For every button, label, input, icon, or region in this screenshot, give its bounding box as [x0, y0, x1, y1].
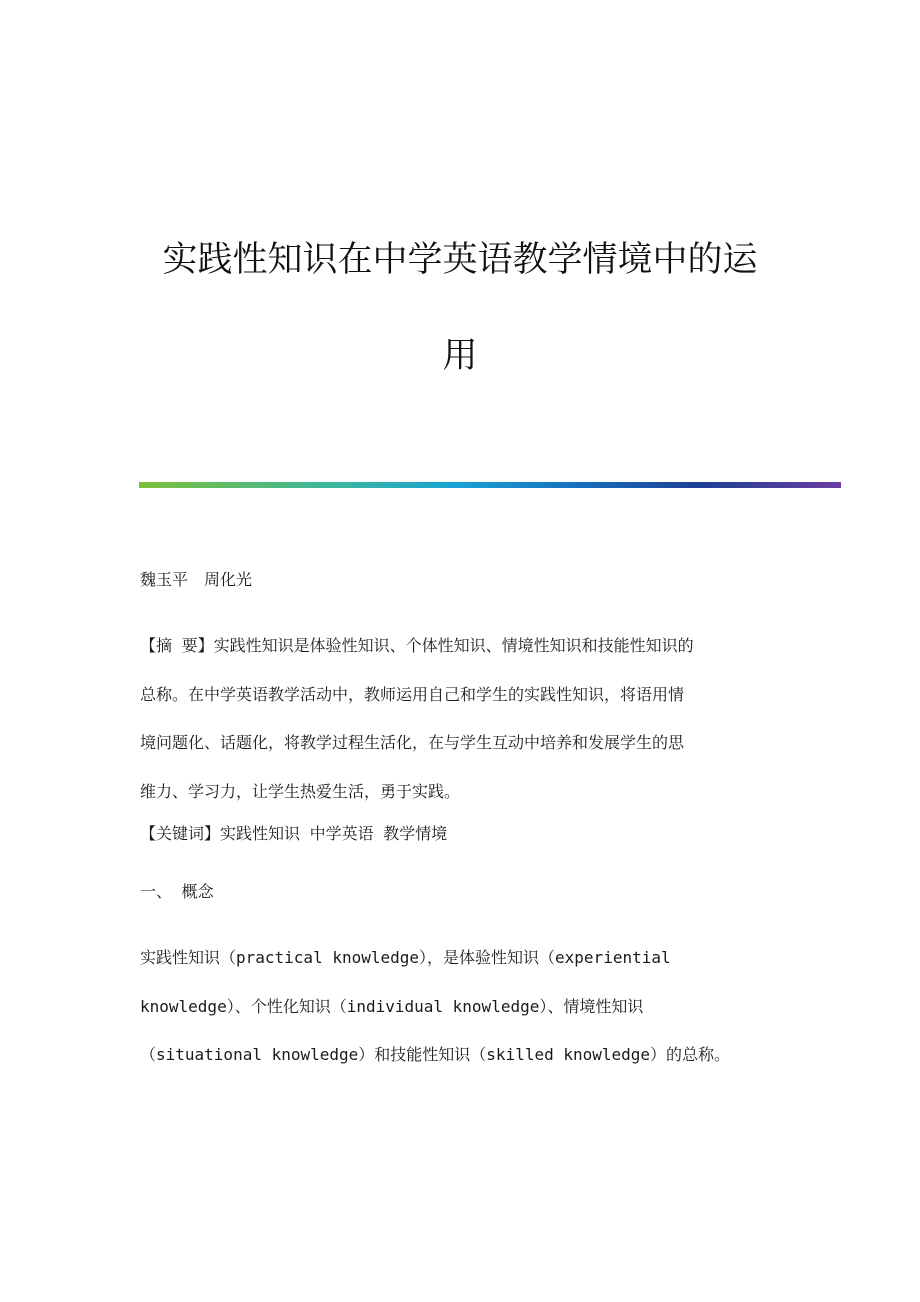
- title-line-1: 实践性知识在中学英语教学情境中的运: [162, 240, 758, 280]
- section-paragraph: [140, 934, 790, 1080]
- title-divider: [139, 482, 841, 488]
- abstract-line: 总称。在中学英语教学活动中，教师运用自己和学生的实践性知识，将语用情: [140, 684, 685, 704]
- paragraph-line: （situational knowledge）和技能性知识（skilled knowledge）的总称。: [140, 1045, 731, 1064]
- section-heading: 一、 概念: [140, 882, 214, 901]
- abstract-line: 境问题化、话题化，将教学过程生活化，在与学生互动中培养和发展学生的思: [140, 733, 685, 752]
- abstract-line: 维力、学习力，让学生热爱生活，勇于实践。: [140, 781, 461, 801]
- document-title: [130, 212, 790, 404]
- authors: 魏玉平 周化光: [140, 570, 253, 589]
- keywords: 【关键词】实践性知识 中学英语 教学情境: [140, 824, 448, 843]
- abstract: [140, 622, 790, 816]
- title-line-2: 用: [442, 336, 478, 376]
- paragraph-line: knowledge）、个性化知识（individual knowledge）、情境性知识: [140, 996, 644, 1016]
- abstract-line: 【摘 要】实践性知识是体验性知识、个体性知识、情境性知识和技能性知识的: [140, 636, 694, 655]
- paragraph-line: 实践性知识（practical knowledge），是体验性知识（experiential: [140, 948, 671, 967]
